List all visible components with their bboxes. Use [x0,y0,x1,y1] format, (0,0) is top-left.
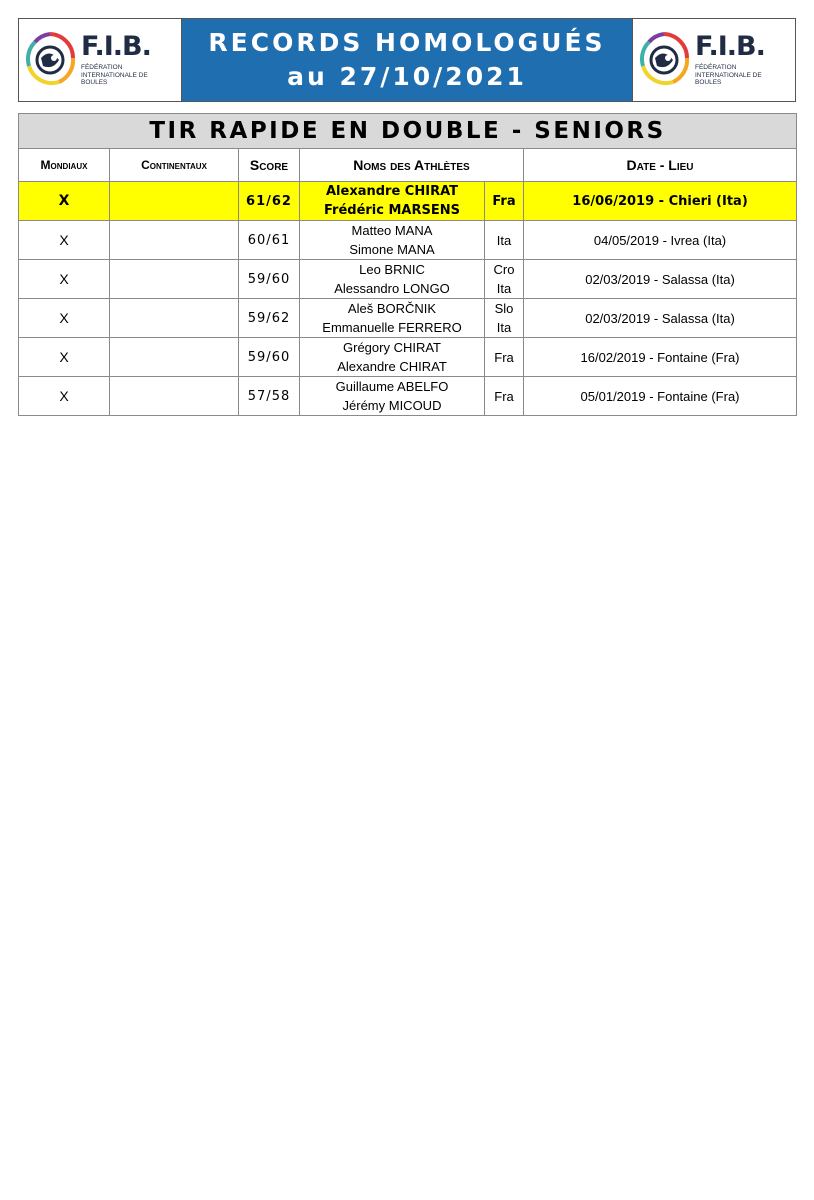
athlete-name: Matteo MANA [351,223,433,238]
score-cell: 60/61 [239,221,300,260]
mondial-mark: X [59,232,69,248]
country-code: Fra [494,388,514,404]
date-lieu-cell: 02/03/2019 - Salassa (Ita) [524,299,797,338]
table-row [19,377,797,416]
fib-logo-right [632,19,795,101]
section-title: TIR RAPIDE EN DOUBLE - SENIORS [19,114,797,149]
athletes-cell [300,221,485,260]
date-lieu-cell: 05/01/2019 - Fontaine (Fra) [524,377,797,416]
mondial-cell [19,377,110,416]
country-cell [485,260,524,299]
athletes-cell [300,260,485,299]
continental-cell [110,338,239,377]
logo-abbreviation: F.I.B. [81,31,151,63]
country-cell [485,299,524,338]
athlete-name: Guillaume ABELFO [335,379,449,394]
athletes-cell [300,182,485,221]
score-cell: 59/60 [239,260,300,299]
score-cell: 59/62 [239,299,300,338]
logo-abbreviation: F.I.B. [695,31,765,63]
mondial-mark: X [59,271,69,287]
country-code: Ita [496,232,512,248]
mondial-mark: X [59,388,69,404]
athlete-name: Alessandro LONGO [334,281,450,296]
date-lieu-cell: 04/05/2019 - Ivrea (Ita) [524,221,797,260]
athletes-cell [300,377,485,416]
athlete-name: Leo BRNIC [359,262,425,277]
country-code: Slo [494,301,514,316]
table-row [19,338,797,377]
score-cell: 61/62 [239,182,300,221]
mondial-cell [19,221,110,260]
fib-emblem-icon [637,28,691,92]
country-code: Ita [496,281,512,296]
page-date: au 27/10/2021 [287,62,527,91]
column-header-date-lieu: Date - Lieu [524,149,797,182]
fib-emblem-icon [23,28,77,92]
continental-cell [110,182,239,221]
country-cell [485,338,524,377]
athlete-name: Alexandre CHIRAT [326,184,458,199]
date-lieu-cell: 16/02/2019 - Fontaine (Fra) [524,338,797,377]
score-cell: 59/60 [239,338,300,377]
athlete-name: Alexandre CHIRAT [337,359,447,374]
country-code: Fra [494,349,514,365]
athletes-cell [300,338,485,377]
column-header-mondiaux: Mondiaux [19,149,110,182]
mondial-cell [19,182,110,221]
page-title-banner [182,19,632,101]
table-row [19,221,797,260]
athletes-cell [300,299,485,338]
fib-logo-left [19,19,182,101]
column-header-row [19,149,797,182]
continental-cell [110,299,239,338]
column-header-continentaux: Continentaux [110,149,239,182]
country-code: Ita [496,320,512,335]
continental-cell [110,260,239,299]
score-cell: 57/58 [239,377,300,416]
country-code: Fra [492,193,516,209]
mondial-mark: X [59,349,69,365]
athlete-name: Grégory CHIRAT [343,340,441,355]
column-header-athletes: Noms des Athlètes [300,149,524,182]
athlete-name: Frédéric MARSENS [324,203,460,218]
page-title: RECORDS HOMOLOGUÉS [208,28,606,57]
logo-subtitle: FÉDÉRATION INTERNATIONALE DE BOULES [81,64,148,87]
column-header-score: Score [239,149,300,182]
country-cell [485,182,524,221]
athlete-name: Simone MANA [349,242,435,257]
mondial-mark: X [58,193,70,209]
date-lieu-cell: 02/03/2019 - Salassa (Ita) [524,260,797,299]
mondial-cell [19,338,110,377]
athlete-name: Emmanuelle FERRERO [322,320,462,335]
mondial-cell [19,299,110,338]
records-table [18,113,797,416]
table-row [19,182,797,221]
table-row [19,299,797,338]
country-code: Cro [493,262,515,277]
date-lieu-cell: 16/06/2019 - Chieri (Ita) [524,182,797,221]
mondial-cell [19,260,110,299]
continental-cell [110,377,239,416]
table-row [19,260,797,299]
continental-cell [110,221,239,260]
mondial-mark: X [59,310,69,326]
athlete-name: Aleš BORČNIK [347,301,437,316]
athlete-name: Jérémy MICOUD [342,398,442,413]
logo-subtitle: FÉDÉRATION INTERNATIONALE DE BOULES [695,64,762,87]
page-header [18,18,796,102]
country-cell [485,377,524,416]
country-cell [485,221,524,260]
